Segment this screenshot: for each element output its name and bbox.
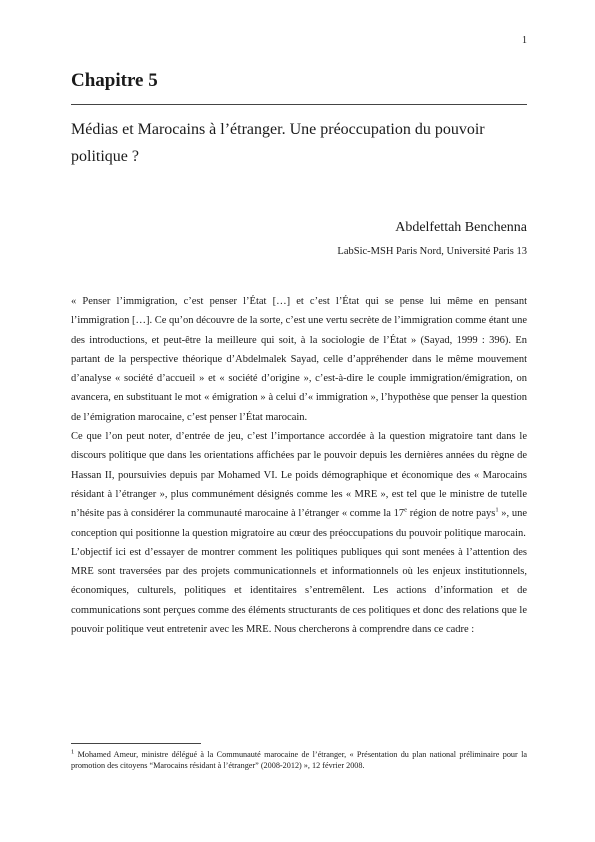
paragraph-1: « Penser l’immigration, c’est penser l’État […] et c’est l’État qui se pense lui même en pensant l’immigration […]. Ce qu’on découvre de la sorte, c’est une vertu secrète de l’immigration comme étant une des introductions, et peut-être la meilleure qui soit, à la sociologie de l’État » (Sayad, 1999 : 396). En partant de la perspective théorique d’Abdelmalek Sayad, celle d’appréhender dans le même mouvement d’analyse « société d’accueil » et « société d’origine », c’est-à-dire le couple immigration/émigration, on avancera, en substituant le mot « émigration » à celui d’« immigration », l’hypothèse que penser la question de l’émigration marocaine, c’est penser l’État marocain. — [71, 296, 528, 423]
footnote-text: Mohamed Ameur, ministre délégué à la Communauté marocaine de l’étranger, « Présentation du plan national préliminaire pour la promotion des citoyens “Marocains résidant à l’étranger” (2008-2012) », 12 février 2008. — [71, 750, 527, 770]
title-divider — [71, 104, 527, 105]
paragraph-2-text-b: région de notre pays — [407, 508, 496, 520]
ordinal-superscript: e — [404, 506, 408, 514]
author-affiliation: LabSic-MSH Paris Nord, Université Paris 13 — [337, 246, 527, 257]
page-number: 1 — [522, 35, 527, 46]
paragraph-2-text-c: », une conception qui positionne la question migratoire au cœur des préoccupations du pouvoir politique marocain. — [71, 508, 527, 539]
footnote — [71, 749, 527, 771]
footnote-divider — [71, 743, 201, 744]
footnote-marker: 1 — [71, 748, 75, 756]
paragraph-3: L’objectif ici est d’essayer de montrer comment les politiques publiques qui sont menées à l’attention des MRE sont traversées par des projets communicationnels et informationnels où les enjeux institutionnels, économiques, culturels, politiques et identitaires s’entremêlent. Les actions d’information et de communications sont perçues comme des éléments structurants de ces politiques et donc des relations que le pouvoir politique veut entretenir avec les MRE. Nous chercherons à comprendre dans ce cadre : — [71, 546, 527, 636]
chapter-title: Chapitre 5 — [71, 70, 158, 91]
footnote-reference[interactable]: 1 — [495, 506, 499, 514]
paragraph-2 — [71, 427, 527, 543]
paragraph-2-text-a: Ce que l’on peut noter, d’entrée de jeu, c’est l’importance accordée à la question migratoire tant dans le discours politique que dans les orientations affichées par le pouvoir depuis les dernières années du règne de Hassan II, poursuivies depuis par Mohamed VI. Le poids démographique et économique des « Marocains résidant à l’étranger », plus communément désignés comme les « MRE », est tel que le ministre de tutelle n’hésite pas à considérer la communauté marocaine à l’étranger « comme la 17 — [71, 431, 527, 520]
body-text — [71, 292, 527, 639]
chapter-subtitle: Médias et Marocains à l’étranger. Une préoccupation du pouvoir politique ? — [71, 121, 485, 165]
author-name: Abdelfettah Benchenna — [395, 220, 527, 235]
